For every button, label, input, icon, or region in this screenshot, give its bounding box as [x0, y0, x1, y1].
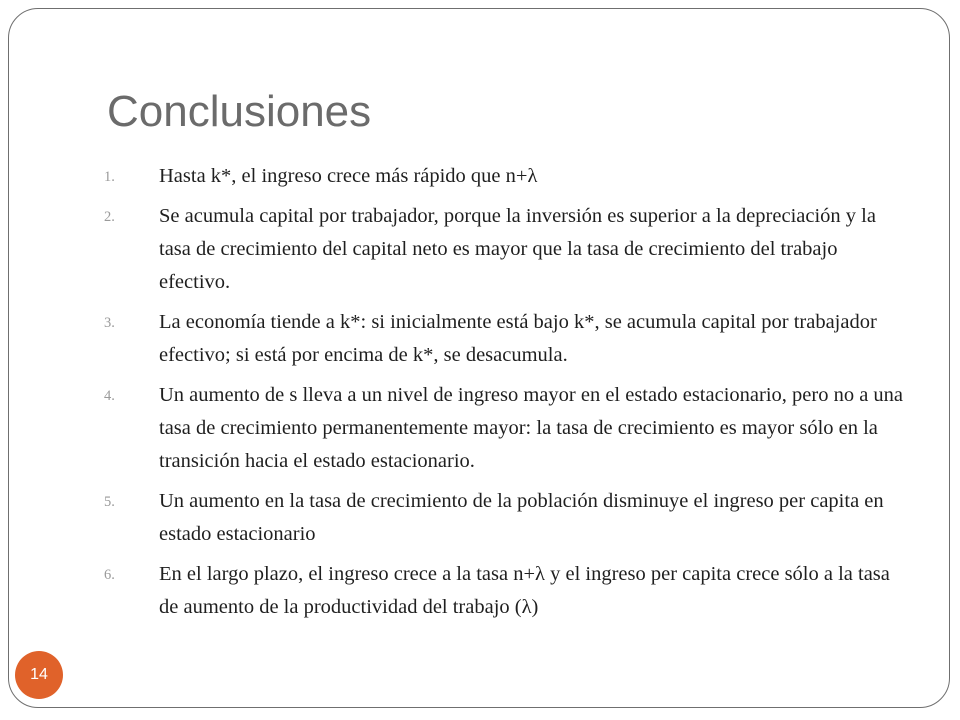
list-item-number: 2.	[104, 209, 115, 225]
list-item-text: Se acumula capital por trabajador, porque la inversión es superior a la depreciación y la tasa de crecimiento del capital neto es mayor que la tasa de crecimiento del trabajo efectivo.	[159, 205, 876, 293]
list-item	[104, 485, 904, 551]
list-item	[104, 160, 904, 193]
list-item-text: Un aumento de s lleva a un nivel de ingreso mayor en el estado estacionario, pero no a una tasa de crecimiento permanentemente mayor: la tasa de crecimiento es mayor sólo en la transición hacia el estado estacionario.	[159, 384, 904, 472]
list-item-number: 6.	[104, 567, 115, 583]
list-item-number: 3.	[104, 315, 115, 331]
page-number-badge: 14	[15, 651, 63, 699]
list-item-text: En el largo plazo, el ingreso crece a la tasa n+λ y el ingreso per capita crece sólo a la tasa de aumento de la productividad del trabajo (λ)	[159, 563, 890, 618]
list-item-text: Un aumento en la tasa de crecimiento de la población disminuye el ingreso per capita en estado estacionario	[159, 490, 884, 545]
list-item-text: Hasta k*, el ingreso crece más rápido que n+λ	[159, 165, 538, 187]
list-item-number: 4.	[104, 388, 115, 404]
list-item	[104, 200, 904, 299]
conclusions-list	[104, 160, 904, 631]
list-item	[104, 558, 904, 624]
list-item-number: 1.	[104, 169, 115, 185]
slide-title: Conclusiones	[107, 87, 372, 136]
list-item-number: 5.	[104, 494, 115, 510]
list-item	[104, 306, 904, 372]
list-item	[104, 379, 904, 478]
list-item-text: La economía tiende a k*: si inicialmente está bajo k*, se acumula capital por trabajador efectivo; si está por encima de k*, se desacumula.	[159, 311, 877, 366]
